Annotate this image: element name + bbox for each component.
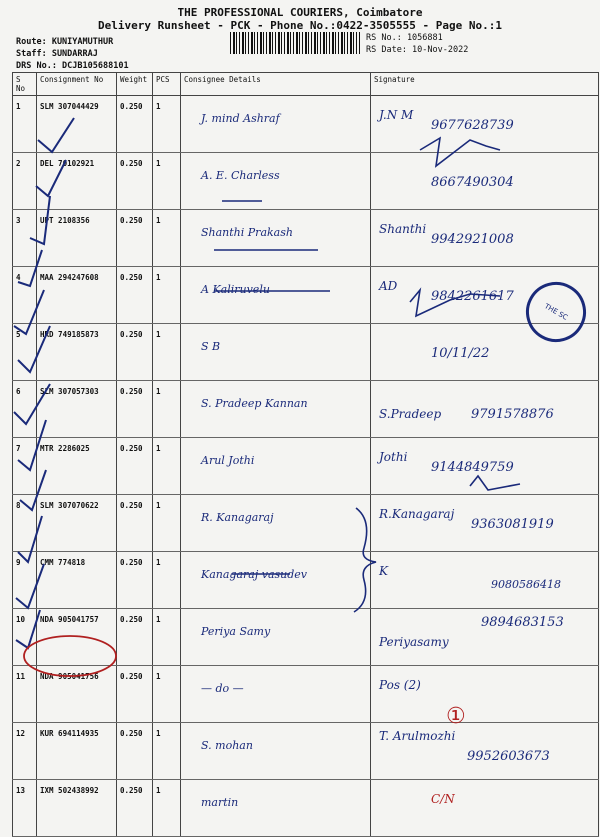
col-signature: Signature [371, 73, 599, 96]
consignee-handwriting: Kanagaraj vasudev [201, 568, 308, 581]
signature-phone: 9942921008 [431, 232, 514, 247]
row-sno: 12 [13, 723, 37, 780]
signature-handwriting: K [379, 564, 388, 578]
row-pcs: 1 [153, 495, 181, 552]
col-pcs: PCS [153, 73, 181, 96]
signature-phone: 9363081919 [471, 517, 554, 532]
table-row [13, 438, 599, 495]
signature-handwriting: R.Kanagaraj [379, 507, 455, 521]
row-consignee [181, 438, 371, 495]
row-consignment: DEL 70102921 [37, 153, 117, 210]
table-row [13, 609, 599, 666]
row-sno: 13 [13, 780, 37, 837]
signature-handwriting: J.N M [379, 108, 414, 122]
signature-handwriting: Periyasamy [379, 635, 449, 649]
row-consignment: MTR 2286025 [37, 438, 117, 495]
table-row [13, 324, 599, 381]
signature-phone: 9080586418 [491, 578, 561, 591]
table-row [13, 552, 599, 609]
delivery-table [12, 72, 599, 837]
row-consignee [181, 324, 371, 381]
row-consignee [181, 495, 371, 552]
stamp-label: THE SC [542, 302, 570, 322]
row-consignment: IXM 502438992 [37, 780, 117, 837]
table-row [13, 96, 599, 153]
row-sno: 3 [13, 210, 37, 267]
row-weight: 0.250 [117, 438, 153, 495]
table-body [13, 96, 599, 837]
row-pcs: 1 [153, 723, 181, 780]
row-weight: 0.250 [117, 267, 153, 324]
row-pcs: 1 [153, 96, 181, 153]
row-consignee [181, 153, 371, 210]
row-consignment: NDA 905041756 [37, 666, 117, 723]
row-consignee [181, 666, 371, 723]
rs-date: RS Date: 10-Nov-2022 [366, 45, 469, 55]
row-signature [371, 438, 599, 495]
row-consignee [181, 96, 371, 153]
row-signature [371, 153, 599, 210]
signature-phone: 9894683153 [481, 615, 564, 630]
row-pcs: 1 [153, 609, 181, 666]
footer-mark: ① [446, 704, 466, 729]
route-info [16, 36, 129, 72]
row-sno: 7 [13, 438, 37, 495]
signature-handwriting: Jothi [379, 450, 408, 464]
row-weight: 0.250 [117, 495, 153, 552]
col-weight: Weight [117, 73, 153, 96]
row-sno: 2 [13, 153, 37, 210]
table-row [13, 267, 599, 324]
signature-handwriting: Pos (2) [379, 678, 421, 692]
table-row [13, 495, 599, 552]
signature-handwriting: T. Arulmozhi [379, 729, 456, 743]
row-pcs: 1 [153, 153, 181, 210]
row-signature [371, 609, 599, 666]
row-sno: 11 [13, 666, 37, 723]
row-consignment: UPT 2108356 [37, 210, 117, 267]
signature-phone: 9144849759 [431, 460, 514, 475]
row-pcs: 1 [153, 780, 181, 837]
drs-label: DRS No.: DCJB105688101 [16, 61, 129, 71]
rs-info [366, 32, 468, 56]
row-pcs: 1 [153, 210, 181, 267]
table-header-row [13, 73, 599, 96]
row-weight: 0.250 [117, 96, 153, 153]
consignee-handwriting: — do — [201, 682, 244, 695]
row-sno: 10 [13, 609, 37, 666]
signature-handwriting: S.Pradeep [379, 407, 442, 421]
sheet-subtitle: Delivery Runsheet - PCK - Phone No.:0422-3505555 - Page No.:1 [98, 19, 502, 32]
signature-handwriting: C/N [431, 792, 455, 806]
row-pcs: 1 [153, 381, 181, 438]
row-pcs: 1 [153, 438, 181, 495]
row-consignment: SLM 307070622 [37, 495, 117, 552]
row-consignee [181, 723, 371, 780]
row-weight: 0.250 [117, 723, 153, 780]
row-signature [371, 666, 599, 723]
signature-phone: 9677628739 [431, 118, 514, 133]
row-consignment: SLM 307057303 [37, 381, 117, 438]
route-label: Route: KUNIYAMUTHUR [16, 37, 114, 47]
row-signature [371, 495, 599, 552]
row-weight: 0.250 [117, 609, 153, 666]
row-pcs: 1 [153, 324, 181, 381]
row-weight: 0.250 [117, 381, 153, 438]
row-consignee [181, 780, 371, 837]
table-row [13, 780, 599, 837]
row-sno: 4 [13, 267, 37, 324]
row-signature [371, 381, 599, 438]
col-consignment: Consignment No [37, 73, 117, 96]
row-weight: 0.250 [117, 666, 153, 723]
row-weight: 0.250 [117, 552, 153, 609]
signature-handwriting: Shanthi [379, 222, 427, 236]
table-row [13, 210, 599, 267]
company-title: THE PROFESSIONAL COURIERS, Coimbatore [177, 6, 423, 19]
signature-phone: 9952603673 [467, 749, 550, 764]
consignee-handwriting: S. Pradeep Kannan [201, 397, 308, 410]
row-weight: 0.250 [117, 780, 153, 837]
row-signature [371, 552, 599, 609]
row-sno: 1 [13, 96, 37, 153]
row-pcs: 1 [153, 666, 181, 723]
col-sno: S No [13, 73, 37, 96]
row-consignee [181, 609, 371, 666]
row-consignee [181, 267, 371, 324]
staff-label: Staff: SUNDARRAJ [16, 49, 98, 59]
row-signature [371, 780, 599, 837]
consignee-handwriting: J. mind Ashraf [201, 112, 280, 125]
row-consignment: SLM 307044429 [37, 96, 117, 153]
row-pcs: 1 [153, 552, 181, 609]
row-weight: 0.250 [117, 210, 153, 267]
row-signature [371, 210, 599, 267]
consignee-handwriting: A. E. Charless [201, 169, 280, 182]
row-weight: 0.250 [117, 324, 153, 381]
row-consignment: MAA 294247608 [37, 267, 117, 324]
row-signature [371, 723, 599, 780]
row-consignee [181, 210, 371, 267]
table-row [13, 153, 599, 210]
consignee-handwriting: S B [201, 340, 221, 353]
row-consignee [181, 552, 371, 609]
consignee-handwriting: Arul Jothi [201, 454, 255, 467]
row-sno: 9 [13, 552, 37, 609]
consignee-handwriting: A Kaliruvelu [201, 283, 270, 296]
consignee-handwriting: S. mohan [201, 739, 253, 752]
row-sno: 5 [13, 324, 37, 381]
table-row [13, 381, 599, 438]
signature-handwriting: 10/11/22 [431, 346, 490, 361]
consignee-handwriting: Shanthi Prakash [201, 226, 293, 239]
signature-handwriting: AD [379, 279, 398, 293]
table-row [13, 666, 599, 723]
col-consignee: Consignee Details [181, 73, 371, 96]
consignee-handwriting: R. Kanagaraj [201, 511, 274, 524]
consignee-handwriting: martin [201, 796, 239, 809]
barcode [230, 32, 360, 54]
row-consignment: HRD 749185873 [37, 324, 117, 381]
row-consignee [181, 381, 371, 438]
table-row [13, 723, 599, 780]
row-sno: 6 [13, 381, 37, 438]
consignee-handwriting: Periya Samy [201, 625, 271, 638]
row-consignment: CMM 774818 [37, 552, 117, 609]
row-sno: 8 [13, 495, 37, 552]
signature-phone: 8667490304 [431, 175, 514, 190]
row-signature [371, 96, 599, 153]
signature-phone: 9791578876 [471, 407, 554, 422]
signature-phone: 9842261617 [431, 289, 514, 304]
row-pcs: 1 [153, 267, 181, 324]
row-consignment: NDA 905041757 [37, 609, 117, 666]
row-consignment: KUR 694114935 [37, 723, 117, 780]
rs-number: RS No.: 1056881 [366, 33, 443, 43]
row-weight: 0.250 [117, 153, 153, 210]
